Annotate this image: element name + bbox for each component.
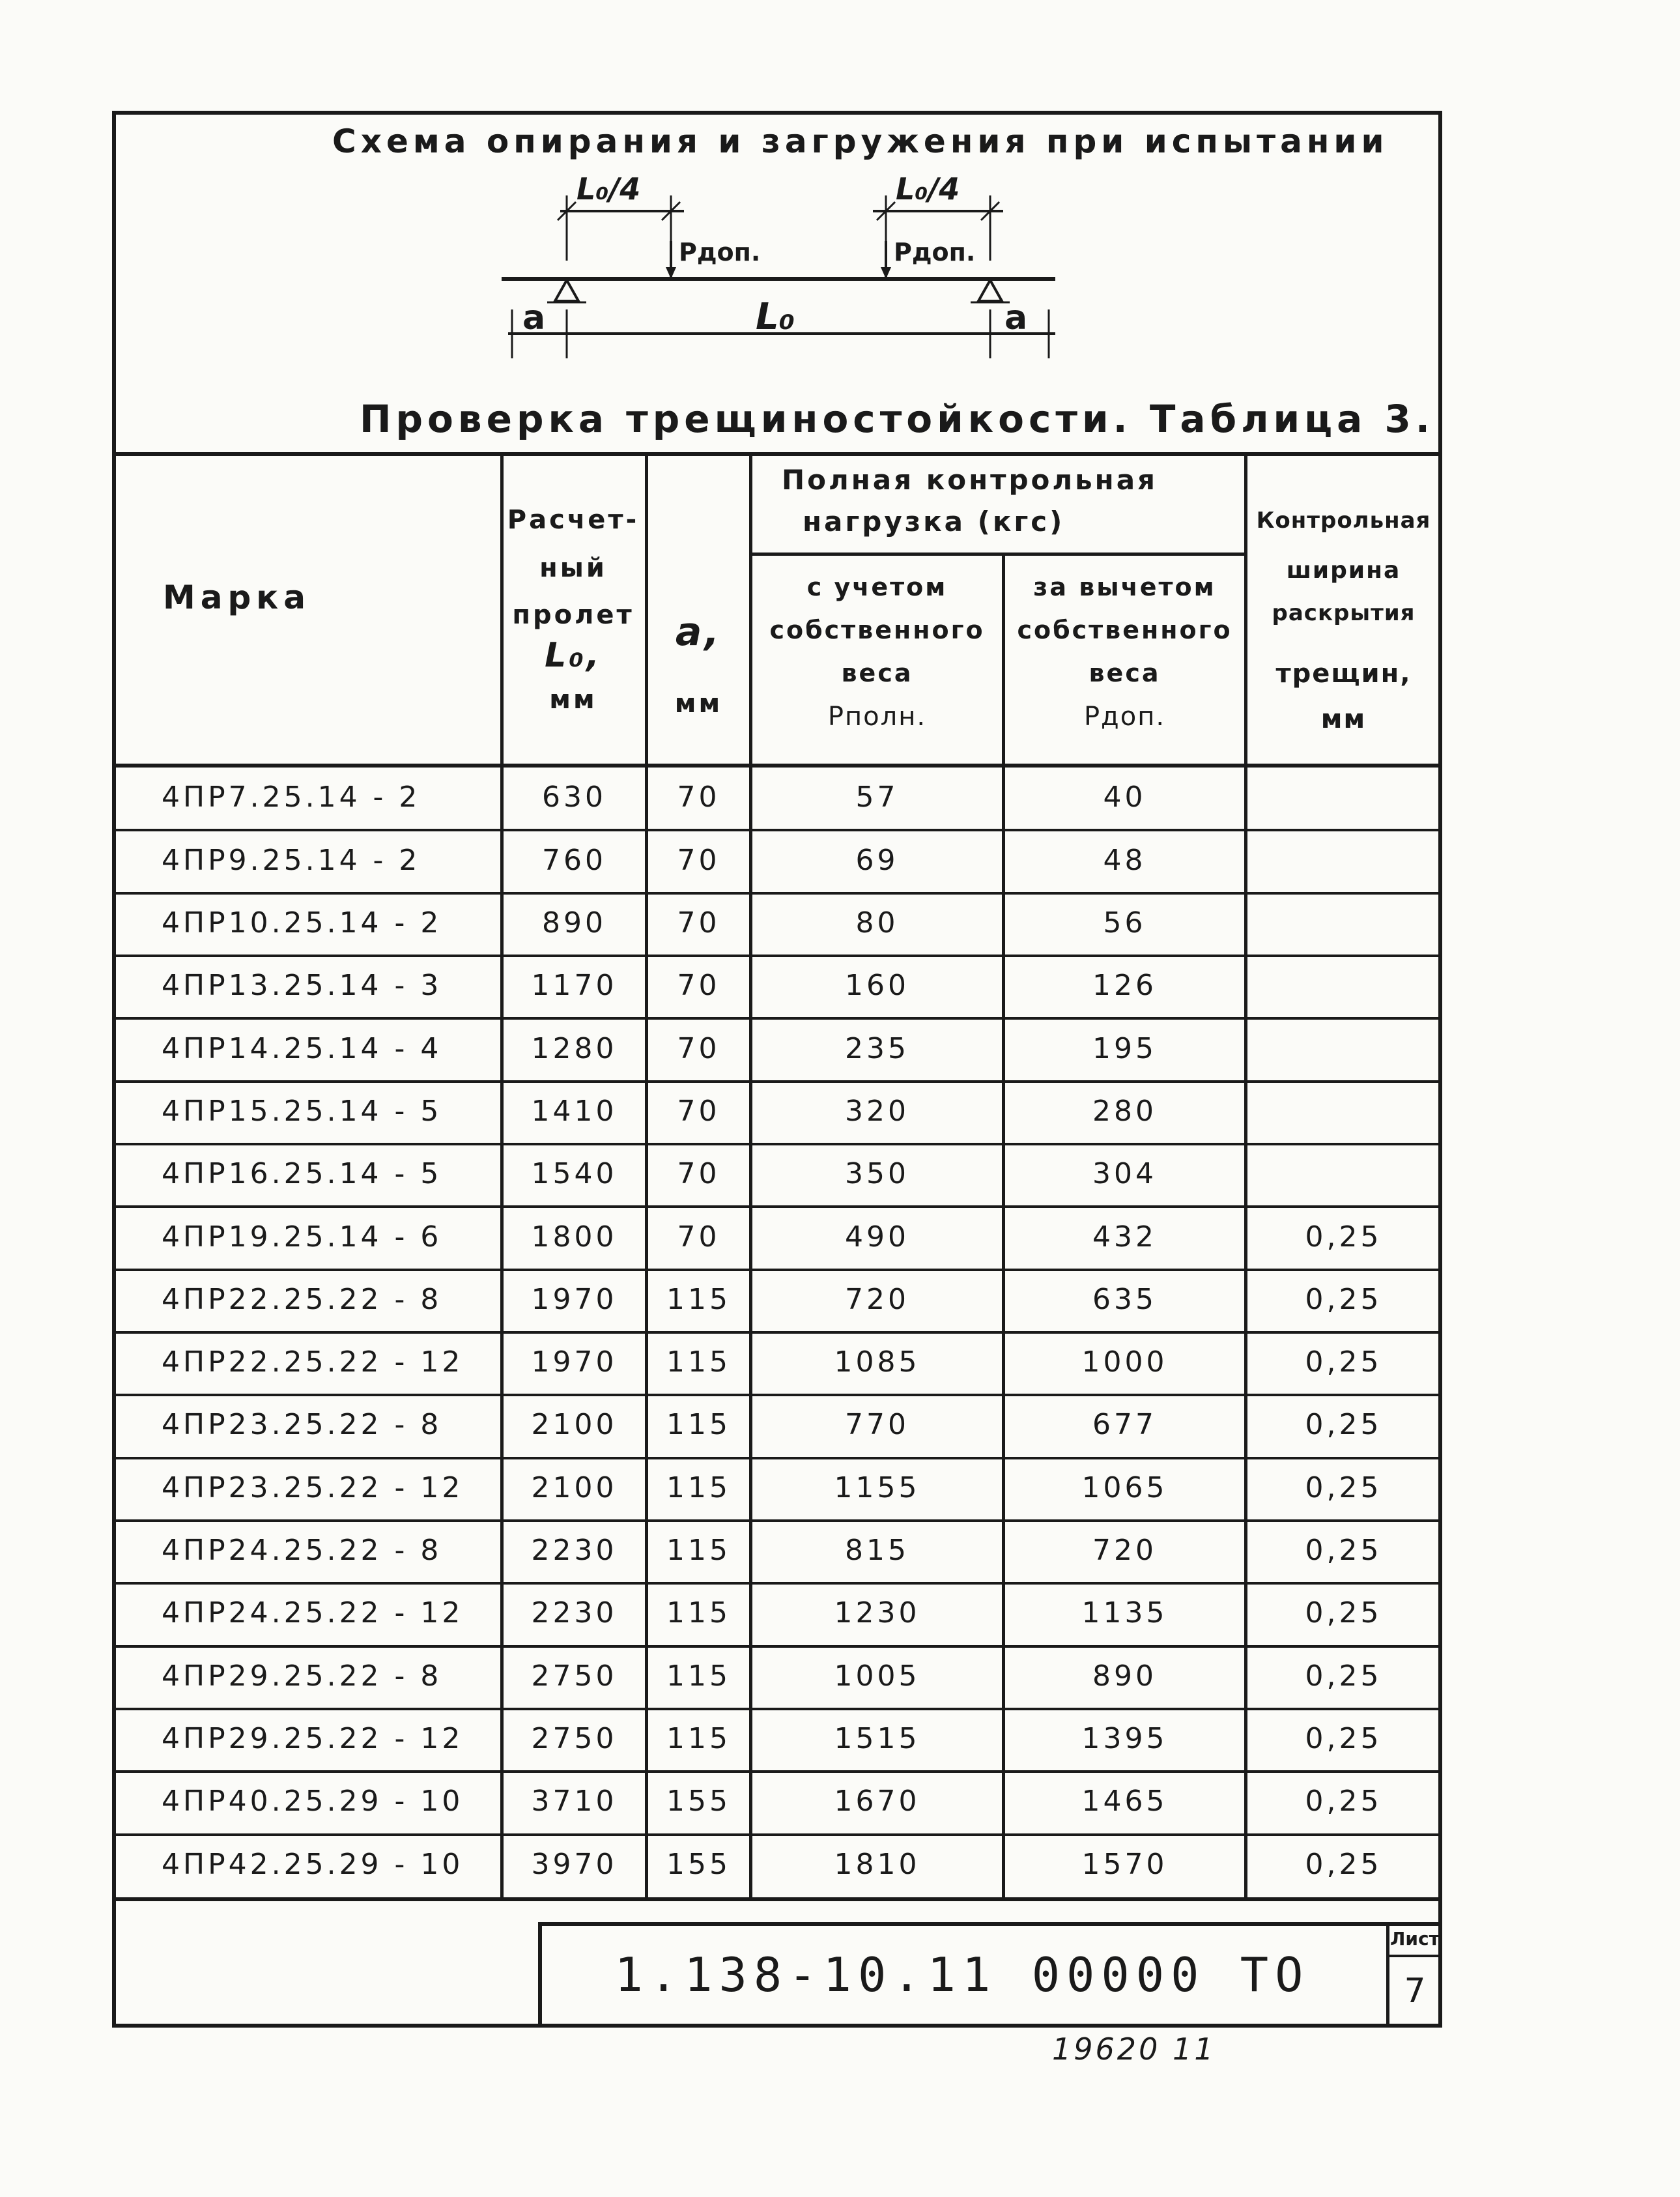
row-divider [112, 829, 1442, 831]
sheet-box-midline [1386, 1955, 1442, 1957]
cell-crack: 0,25 [1305, 1220, 1382, 1254]
header-crack-line2: ширина [1286, 557, 1401, 584]
header-with-weight-line3: веса [841, 659, 913, 687]
cell-crack: 0,25 [1305, 1283, 1382, 1316]
cell-p-full: 1085 [834, 1345, 920, 1379]
cell-crack: 0,25 [1305, 1471, 1382, 1504]
cell-p-full: 69 [855, 844, 899, 877]
header-load-line2: нагрузка (кгс) [803, 506, 1065, 538]
cell-crack: 0,25 [1305, 1408, 1382, 1441]
cell-a: 115 [666, 1283, 731, 1316]
cell-p-add: 304 [1092, 1157, 1157, 1190]
row-divider [112, 1457, 1442, 1459]
cell-span: 3710 [531, 1785, 618, 1818]
cell-span: 1410 [531, 1095, 618, 1128]
table-bottom-border [112, 1897, 1442, 1901]
cell-a: 70 [677, 1095, 720, 1128]
cell-mark: 4ПР22.25.22 - 12 [162, 1345, 464, 1379]
cell-p-full: 770 [845, 1408, 909, 1441]
cell-p-full: 1515 [834, 1722, 920, 1755]
cell-a: 115 [666, 1659, 731, 1693]
cell-span: 2100 [531, 1471, 618, 1504]
cell-span: 1970 [531, 1345, 618, 1379]
row-divider [112, 1645, 1442, 1648]
dim-l4-right: L₀/4 [896, 171, 960, 207]
header-crack-line4: трещин, [1275, 659, 1412, 689]
table-top-border [112, 452, 1442, 456]
cell-a: 70 [677, 1220, 720, 1254]
row-divider [112, 1770, 1442, 1773]
cell-a: 70 [677, 969, 720, 1002]
title-block-top [538, 1922, 1442, 1926]
cell-mark: 4ПР13.25.14 - 3 [162, 969, 442, 1002]
cell-crack: 0,25 [1305, 1722, 1382, 1755]
row-divider [112, 1394, 1442, 1396]
cell-p-add: 280 [1092, 1095, 1157, 1128]
cell-span: 630 [542, 781, 606, 814]
cell-span: 2750 [531, 1659, 618, 1693]
cell-mark: 4ПР14.25.14 - 4 [162, 1032, 442, 1065]
table-title: Проверка трещиностойкости. Таблица 3. [360, 397, 1434, 441]
cell-a: 155 [666, 1785, 731, 1818]
header-mark: Марка [163, 579, 311, 616]
cell-a: 115 [666, 1722, 731, 1755]
cell-p-add: 1135 [1081, 1596, 1168, 1630]
cell-crack: 0,25 [1305, 1534, 1382, 1567]
cell-p-add: 720 [1092, 1534, 1157, 1567]
row-divider [112, 1833, 1442, 1836]
header-span-line2: ный [539, 553, 607, 583]
header-crack-line3: раскрытия [1272, 600, 1416, 626]
cell-a: 155 [666, 1848, 731, 1881]
cell-p-add: 635 [1092, 1283, 1157, 1316]
header-with-weight-line1: с учетом [806, 573, 948, 601]
cell-p-add: 126 [1092, 969, 1157, 1002]
cell-mark: 4ПР23.25.22 - 12 [162, 1471, 464, 1504]
header-crack-line5: мм [1320, 704, 1367, 734]
sheet-label: Лист [1390, 1928, 1440, 1949]
load-label-right: Рдоп. [894, 238, 976, 266]
inventory-stamp: 19620 11 [1052, 2032, 1216, 2067]
header-without-weight-line4: Рдоп. [1083, 702, 1166, 732]
cell-p-add: 1570 [1081, 1848, 1168, 1881]
header-with-weight-line4: Рполн. [827, 702, 927, 732]
sheet-number: 7 [1404, 1972, 1426, 2011]
row-divider [112, 1143, 1442, 1145]
row-divider [112, 1331, 1442, 1334]
cell-a: 115 [666, 1596, 731, 1630]
cell-p-add: 432 [1092, 1220, 1157, 1254]
cell-p-add: 48 [1103, 844, 1146, 877]
cell-p-full: 720 [845, 1283, 909, 1316]
cell-span: 890 [542, 906, 606, 940]
cell-a: 70 [677, 1032, 720, 1065]
loading-scheme-diagram [469, 163, 1107, 384]
cell-p-add: 677 [1092, 1408, 1157, 1441]
cell-p-full: 1155 [834, 1471, 920, 1504]
cell-span: 2100 [531, 1408, 618, 1441]
load-group-divider [749, 553, 1244, 556]
cell-p-add: 40 [1103, 781, 1146, 814]
header-without-weight-line3: веса [1089, 659, 1161, 687]
cell-mark: 4ПР29.25.22 - 12 [162, 1722, 464, 1755]
scheme-title: Схема опирания и загружения при испытании [332, 122, 1389, 160]
cell-p-full: 80 [855, 906, 899, 940]
cell-crack: 0,25 [1305, 1659, 1382, 1693]
cell-p-add: 1395 [1081, 1722, 1168, 1755]
cell-p-full: 57 [855, 781, 899, 814]
cell-p-full: 1005 [834, 1659, 920, 1693]
cell-span: 3970 [531, 1848, 618, 1881]
cell-a: 115 [666, 1534, 731, 1567]
cell-p-add: 56 [1103, 906, 1146, 940]
cell-span: 2750 [531, 1722, 618, 1755]
cell-a: 70 [677, 1157, 720, 1190]
cell-mark: 4ПР9.25.14 - 2 [162, 844, 421, 877]
cell-mark: 4ПР23.25.22 - 8 [162, 1408, 442, 1441]
cell-span: 1800 [531, 1220, 618, 1254]
cell-p-full: 320 [845, 1095, 909, 1128]
cell-p-add: 1065 [1081, 1471, 1168, 1504]
cell-mark: 4ПР42.25.29 - 10 [162, 1848, 464, 1881]
dim-l4-left: L₀/4 [577, 171, 641, 207]
row-divider [112, 1519, 1442, 1522]
cell-a: 70 [677, 906, 720, 940]
cell-a: 70 [677, 781, 720, 814]
cell-crack: 0,25 [1305, 1848, 1382, 1881]
row-divider [112, 1708, 1442, 1710]
cell-p-full: 1810 [834, 1848, 920, 1881]
header-without-weight-line2: собственного [1017, 616, 1232, 644]
row-divider [112, 1017, 1442, 1020]
row-divider [112, 1269, 1442, 1271]
cell-mark: 4ПР10.25.14 - 2 [162, 906, 442, 940]
cell-p-add: 1000 [1081, 1345, 1168, 1379]
row-divider [112, 1205, 1442, 1208]
cell-p-full: 235 [845, 1032, 909, 1065]
cell-p-full: 1230 [834, 1596, 920, 1630]
cell-mark: 4ПР40.25.29 - 10 [162, 1785, 464, 1818]
header-a-line2: мм [674, 689, 723, 719]
cell-crack: 0,25 [1305, 1785, 1382, 1818]
cell-crack: 0,25 [1305, 1596, 1382, 1630]
dim-l0: L₀ [756, 296, 795, 338]
header-crack-line1: Контрольная [1256, 508, 1431, 534]
cell-mark: 4ПР22.25.22 - 8 [162, 1283, 442, 1316]
cell-mark: 4ПР15.25.14 - 5 [162, 1095, 442, 1128]
cell-crack: 0,25 [1305, 1345, 1382, 1379]
cell-span: 2230 [531, 1596, 618, 1630]
cell-span: 1970 [531, 1283, 618, 1316]
row-divider [112, 955, 1442, 957]
header-span-line5: мм [549, 685, 597, 715]
cell-span: 760 [542, 844, 606, 877]
cell-p-full: 815 [845, 1534, 909, 1567]
cell-mark: 4ПР24.25.22 - 12 [162, 1596, 464, 1630]
header-span-line4: L₀, [545, 636, 602, 675]
cell-mark: 4ПР24.25.22 - 8 [162, 1534, 442, 1567]
cell-mark: 4ПР16.25.14 - 5 [162, 1157, 442, 1190]
header-without-weight-line1: за вычетом [1033, 573, 1216, 601]
cell-a: 115 [666, 1471, 731, 1504]
cell-p-add: 195 [1092, 1032, 1157, 1065]
header-a-line1: a, [675, 609, 722, 655]
cell-p-full: 1670 [834, 1785, 920, 1818]
dim-a-right: a [1004, 298, 1028, 337]
cell-a: 115 [666, 1345, 731, 1379]
document-number: 1.138-10.11 00000 ТО [614, 1947, 1310, 2002]
row-divider [112, 1582, 1442, 1585]
cell-a: 70 [677, 844, 720, 877]
cell-span: 2230 [531, 1534, 618, 1567]
dim-a-left: a [522, 298, 546, 337]
cell-span: 1540 [531, 1157, 618, 1190]
row-divider [112, 1080, 1442, 1083]
row-divider [112, 892, 1442, 895]
cell-span: 1280 [531, 1032, 618, 1065]
load-label-left: Рдоп. [679, 238, 761, 266]
cell-mark: 4ПР29.25.22 - 8 [162, 1659, 442, 1693]
cell-mark: 4ПР7.25.14 - 2 [162, 781, 421, 814]
cell-p-add: 890 [1092, 1659, 1157, 1693]
cell-p-full: 350 [845, 1157, 909, 1190]
header-load-line1: Полная контрольная [782, 464, 1158, 496]
cell-p-add: 1465 [1081, 1785, 1168, 1818]
cell-span: 1170 [531, 969, 618, 1002]
cell-a: 115 [666, 1408, 731, 1441]
header-bottom-border [112, 764, 1442, 768]
cell-mark: 4ПР19.25.14 - 6 [162, 1220, 442, 1254]
cell-p-full: 160 [845, 969, 909, 1002]
cell-p-full: 490 [845, 1220, 909, 1254]
header-with-weight-line2: собственного [769, 616, 985, 644]
header-span-line1: Расчет- [507, 505, 640, 535]
header-span-line3: пролет [512, 600, 634, 630]
